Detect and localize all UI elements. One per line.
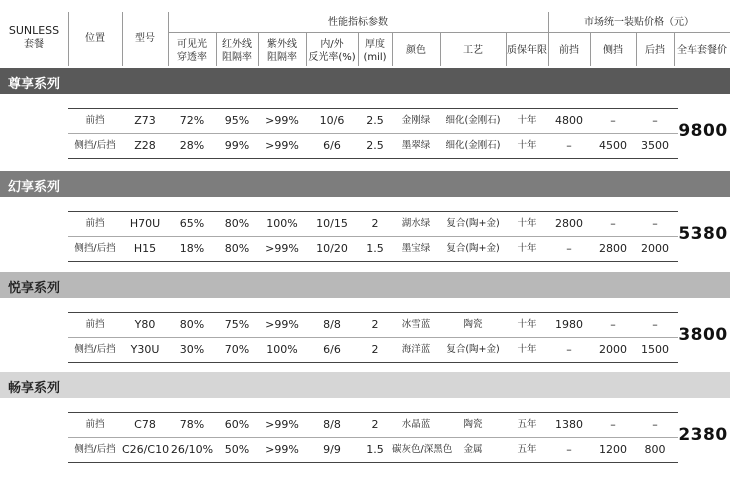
series-band [0, 68, 730, 94]
cell-refl: 8/8 [323, 418, 341, 431]
cell-refl: 9/9 [323, 443, 341, 456]
cell-model: Z73 [134, 114, 156, 127]
row-divider [68, 337, 678, 338]
cell-side: – [610, 418, 616, 431]
cell-pos: 前挡 [85, 218, 105, 229]
row-divider [68, 211, 678, 212]
cell-front: – [566, 139, 572, 152]
cell-model: Y80 [134, 318, 156, 331]
cell-vlt: 30% [179, 343, 205, 356]
brand-name: SUNLESS [8, 24, 60, 37]
cell-uv: >99% [265, 443, 299, 456]
cell-warranty: 十年 [517, 140, 537, 151]
col-craft: 工艺 [463, 45, 483, 56]
cell-thick: 2 [371, 217, 379, 230]
cell-vlt: 80% [179, 318, 205, 331]
cell-rear: 3500 [641, 139, 669, 152]
cell-warranty: 十年 [517, 115, 537, 126]
cell-model: C78 [134, 418, 156, 431]
cell-model: C26/C10 [122, 443, 170, 456]
cell-pos: 前挡 [85, 115, 105, 126]
cell-thick: 1.5 [366, 443, 384, 456]
cell-color: 墨宝绿 [401, 243, 431, 254]
cell-uv: >99% [265, 139, 299, 152]
cell-refl: 6/6 [323, 343, 341, 356]
row-divider [68, 362, 678, 363]
row-divider [68, 261, 678, 262]
market-group-header: 市场统一装贴价格（元） [584, 17, 694, 28]
cell-craft: 陶瓷 [463, 319, 483, 330]
cell-craft: 陶瓷 [463, 419, 483, 430]
package-total-price: 2380 [678, 425, 728, 445]
cell-thick: 2.5 [366, 139, 384, 152]
cell-color: 金刚绿 [401, 115, 431, 126]
cell-vlt: 65% [179, 217, 205, 230]
col-uv-2: 阻隔率 [267, 52, 297, 63]
cell-rear: 800 [644, 443, 666, 456]
series-band [0, 272, 730, 298]
col-thick-2: (mil) [363, 52, 387, 63]
cell-rear: 2000 [641, 242, 669, 255]
cell-thick: 2.5 [366, 114, 384, 127]
row-divider [68, 412, 678, 413]
row-divider [68, 108, 678, 109]
cell-craft: 金属 [463, 444, 483, 455]
cell-ir: 95% [224, 114, 250, 127]
cell-ir: 60% [224, 418, 250, 431]
cell-color: 碳灰色/深黑色 [392, 444, 453, 455]
cell-pos: 侧挡/后挡 [74, 243, 116, 254]
cell-warranty: 五年 [517, 419, 537, 430]
series-band [0, 171, 730, 197]
cell-side: 4500 [599, 139, 627, 152]
cell-side: – [610, 318, 616, 331]
cell-pos: 侧挡/后挡 [74, 444, 116, 455]
col-rear: 后挡 [645, 45, 665, 56]
cell-ir: 50% [224, 443, 250, 456]
col-total: 全车套餐价 [677, 45, 727, 56]
cell-thick: 2 [371, 318, 379, 331]
cell-thick: 1.5 [366, 242, 384, 255]
cell-ir: 99% [224, 139, 250, 152]
cell-vlt: 18% [179, 242, 205, 255]
cell-model: Z28 [134, 139, 156, 152]
cell-refl: 10/6 [319, 114, 345, 127]
row-divider [68, 236, 678, 237]
col-model: 型号 [135, 33, 155, 44]
cell-refl: 8/8 [323, 318, 341, 331]
cell-uv: 100% [266, 217, 298, 230]
cell-warranty: 十年 [517, 243, 537, 254]
col-ir-2: 阻隔率 [222, 52, 252, 63]
package-total-price: 3800 [678, 325, 728, 345]
cell-side: 1200 [599, 443, 627, 456]
col-color: 颜色 [406, 45, 426, 56]
cell-uv: >99% [265, 318, 299, 331]
series-band [0, 372, 730, 398]
cell-rear: – [652, 114, 658, 127]
row-divider [68, 437, 678, 438]
cell-front: 4800 [555, 114, 583, 127]
cell-side: – [610, 114, 616, 127]
cell-refl: 10/15 [316, 217, 348, 230]
col-warranty: 质保年限 [507, 45, 547, 56]
cell-ir: 75% [224, 318, 250, 331]
row-divider [68, 158, 678, 159]
cell-ir: 80% [224, 217, 250, 230]
cell-pos: 前挡 [85, 319, 105, 330]
cell-side: – [610, 217, 616, 230]
series-title: 悦享系列 [8, 281, 61, 296]
cell-side: 2000 [599, 343, 627, 356]
cell-pos: 侧挡/后挡 [74, 344, 116, 355]
cell-thick: 2 [371, 343, 379, 356]
cell-front: 1980 [555, 318, 583, 331]
cell-uv: >99% [265, 418, 299, 431]
cell-rear: – [652, 418, 658, 431]
package-total-price: 5380 [678, 224, 728, 244]
cell-vlt: 26/10% [170, 443, 214, 456]
cell-model: Y30U [130, 343, 160, 356]
cell-front: 2800 [555, 217, 583, 230]
cell-vlt: 28% [179, 139, 205, 152]
perf-group-header: 性能指标参数 [328, 17, 388, 28]
row-divider [68, 462, 678, 463]
cell-refl: 10/20 [316, 242, 348, 255]
cell-side: 2800 [599, 242, 627, 255]
cell-front: 1380 [555, 418, 583, 431]
cell-craft: 细化(金刚石) [445, 140, 501, 151]
series-title: 畅享系列 [8, 381, 61, 396]
cell-uv: >99% [265, 114, 299, 127]
col-refl-1: 内/外 [320, 39, 344, 50]
cell-model: H15 [133, 242, 157, 255]
cell-rear: 1500 [641, 343, 669, 356]
cell-model: H70U [129, 217, 161, 230]
cell-warranty: 十年 [517, 344, 537, 355]
col-position: 位置 [85, 33, 105, 44]
col-side: 侧挡 [603, 45, 623, 56]
cell-craft: 复合(陶+金) [446, 218, 500, 229]
cell-front: – [566, 343, 572, 356]
cell-rear: – [652, 318, 658, 331]
cell-color: 墨翠绿 [401, 140, 431, 151]
cell-warranty: 十年 [517, 319, 537, 330]
cell-pos: 前挡 [85, 419, 105, 430]
cell-uv: 100% [266, 343, 298, 356]
cell-refl: 6/6 [323, 139, 341, 152]
cell-vlt: 78% [179, 418, 205, 431]
cell-front: – [566, 443, 572, 456]
col-uv-1: 紫外线 [267, 39, 297, 50]
cell-craft: 复合(陶+金) [446, 243, 500, 254]
row-divider [68, 312, 678, 313]
cell-vlt: 72% [179, 114, 205, 127]
cell-warranty: 十年 [517, 218, 537, 229]
row-divider [68, 133, 678, 134]
cell-craft: 细化(金刚石) [445, 115, 501, 126]
brand-sub: 套餐 [24, 39, 44, 50]
cell-craft: 复合(陶+金) [446, 344, 500, 355]
package-total-price: 9800 [678, 121, 728, 141]
cell-color: 冰雪蓝 [401, 319, 431, 330]
series-title: 幻享系列 [8, 180, 61, 195]
cell-ir: 80% [224, 242, 250, 255]
series-title: 尊享系列 [8, 77, 61, 92]
col-refl-2: 反光率(%) [308, 52, 356, 63]
col-vlt-2: 穿透率 [177, 52, 207, 63]
cell-color: 湖水绿 [401, 218, 431, 229]
col-front: 前挡 [559, 45, 579, 56]
cell-uv: >99% [265, 242, 299, 255]
cell-warranty: 五年 [517, 444, 537, 455]
cell-ir: 70% [224, 343, 250, 356]
cell-color: 海洋蓝 [401, 344, 431, 355]
col-thick-1: 厚度 [365, 39, 385, 50]
col-ir-1: 红外线 [222, 39, 252, 50]
cell-front: – [566, 242, 572, 255]
cell-rear: – [652, 217, 658, 230]
cell-color: 水晶蓝 [401, 419, 431, 430]
cell-pos: 侧挡/后挡 [74, 140, 116, 151]
col-vlt-1: 可见光 [177, 39, 207, 50]
cell-thick: 2 [371, 418, 379, 431]
